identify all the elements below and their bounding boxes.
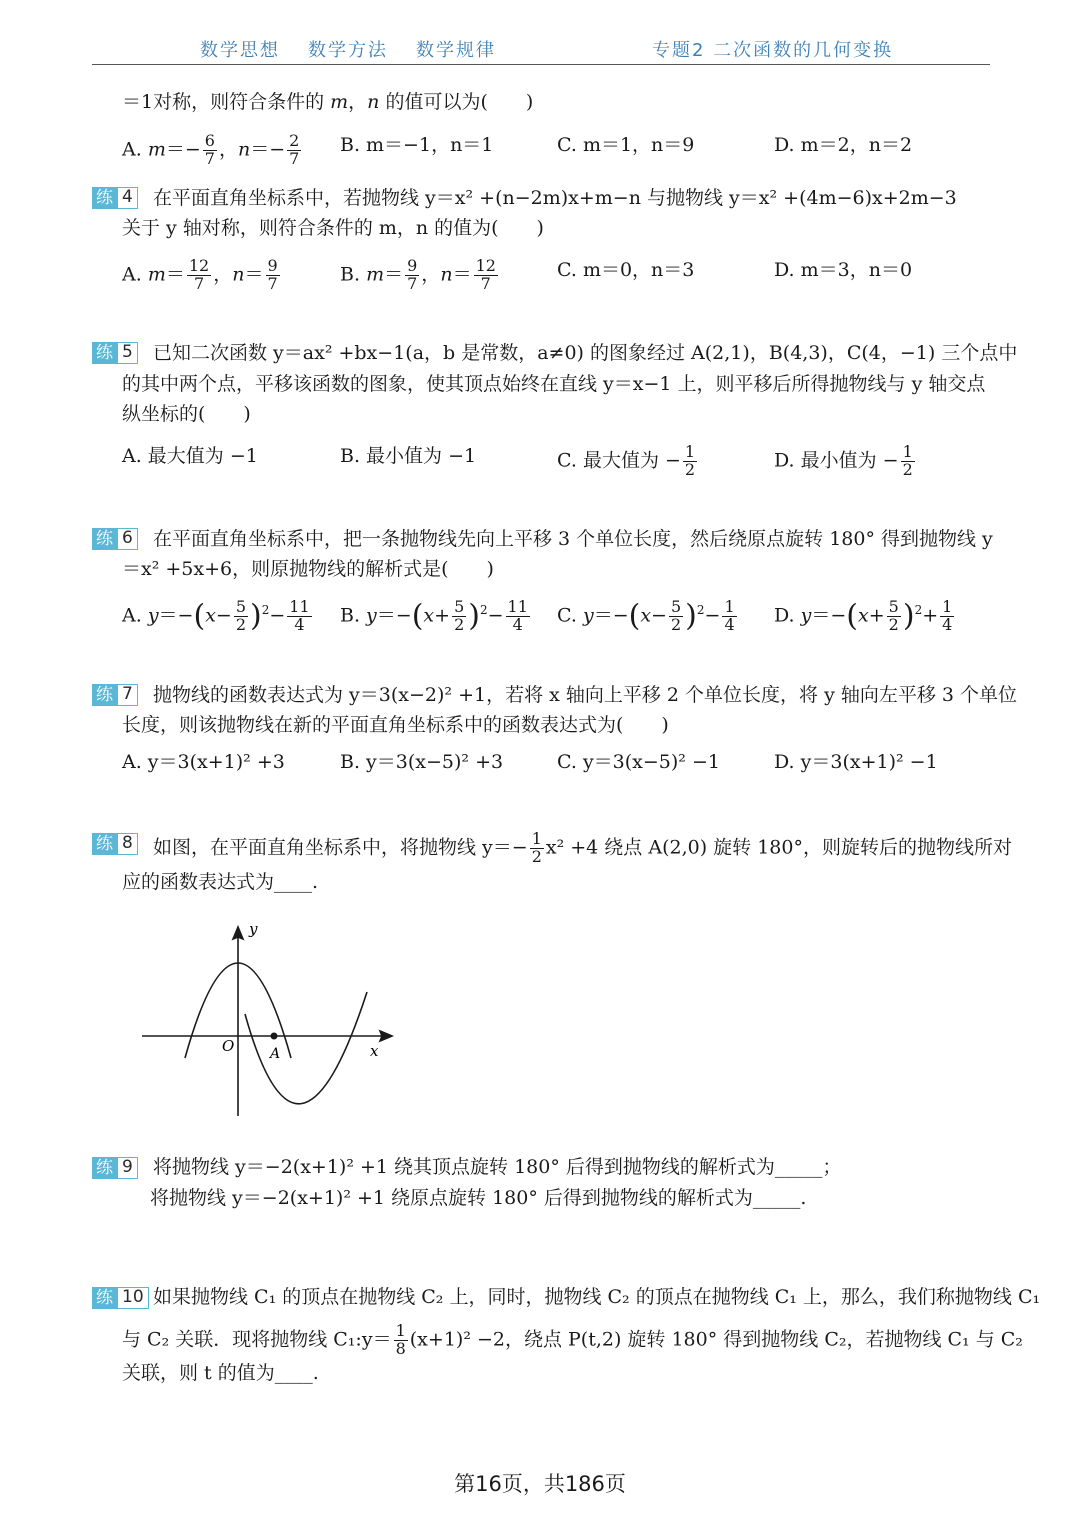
header-divider [92,64,990,65]
q7-option-c: C. y＝3(x−5)² −1 [557,751,720,773]
origin-label: O [222,1037,235,1055]
q5-line-1: 已知二次函数 y＝ax² +bx−1(a，b 是常数，a≠0) 的图象经过 A(2,1)，B(4,3)，C(4，−1) 三个点中 [153,342,1018,364]
y-axis-arrow [233,927,243,939]
q5-option-d: D. 最小值为 − $\frac{1}{2}$ [774,442,913,479]
q9-line-1: 将抛物线 y＝−2(x+1)² +1 绕其顶点旋转 180° 后得到抛物线的解析式为_____； [153,1156,842,1178]
q7-line-2: 长度，则该抛物线在新的平面直角坐标系中的函数表达式为( ) [122,714,669,736]
q9-exercise-badge: 练 9 [92,1157,138,1179]
q5-line-3: 纵坐标的( ) [122,403,251,425]
q7-line-1: 抛物线的函数表达式为 y＝3(x−2)² +1，若将 x 轴向上平移 2 个单位长度，将 y 轴向左平移 3 个单位 [153,684,1018,706]
q6-option-d: D. y＝−(x+ $\frac{5}{2}$ )$^2$+ $\frac{1}{4}$ [774,597,953,634]
q3-option-a: A. m＝− $\frac{6}{7}$ ，n＝− $\frac{2}{7}$ [122,131,300,168]
header-topic-1: 数学思想 [200,40,280,61]
q4-option-b: B. m＝ $\frac{9}{7}$ ，n＝ $\frac{12}{7}$ [340,256,496,293]
point-a-marker [271,1033,278,1040]
q7-option-b: B. y＝3(x−5)² +3 [340,751,504,773]
header-chapter-title: 专题2 二次函数的几何变换 [652,40,894,61]
q8-line-2: 应的函数表达式为____. [122,871,319,893]
q10-line-3: 关联，则 t 的值为____. [122,1362,319,1384]
q4-option-d: D. m＝3，n＝0 [774,259,913,281]
q4-option-a: A. m＝ $\frac{12}{7}$ ，n＝ $\frac{9}{7}$ [122,256,278,293]
q8-line-1: 如图，在平面直角坐标系中，将抛物线 y＝− $\frac{1}{2}$ x² +4 绕点 A(2,0) 旋转 180°，则旋转后的抛物线所对 [153,829,1012,866]
q4-line-2: 关于 y 轴对称，则符合条件的 m，n 的值为( ) [122,217,544,239]
q6-line-1: 在平面直角坐标系中，把一条抛物线先向上平移 3 个单位长度，然后绕原点旋转 180° 得到抛物线 y [153,528,993,550]
page-number-footer: 第16页，共186页 [454,1472,626,1496]
x-axis-label: x [370,1042,379,1060]
q6-line-2: ＝x² +5x+6，则原抛物线的解析式是( ) [122,558,494,580]
q4-exercise-badge: 练 4 [92,187,138,209]
q7-option-a: A. y＝3(x+1)² +3 [122,751,285,773]
q6-option-c: C. y＝−(x− $\frac{5}{2}$ )$^2$− $\frac{1}{4}$ [557,597,735,634]
q9-line-2: 将抛物线 y＝−2(x+1)² +1 绕原点旋转 180° 后得到抛物线的解析式为_____. [150,1187,807,1209]
q3-option-c: C. m＝1，n＝9 [557,134,695,156]
q5-line-2: 的其中两个点，平移该函数的图象，使其顶点始终在直线 y＝x−1 上，则平移后所得抛物线与 y 轴交点 [122,373,986,395]
rotated-parabola [245,992,367,1104]
q3-option-b: B. m＝−1，n＝1 [340,134,494,156]
q7-exercise-badge: 练 7 [92,684,138,706]
q10-line-1: 如果抛物线 C₁ 的顶点在抛物线 C₂ 上，同时，抛物线 C₂ 的顶点在抛物线 C₁ 上，那么，我们称抛物线 C₁ [153,1286,1041,1308]
q8-parabola-figure [130,918,410,1123]
point-a-label: A [270,1046,281,1062]
q4-option-c: C. m＝0，n＝3 [557,259,695,281]
q10-line-2: 与 C₂ 关联．现将抛物线 C₁:y＝ $\frac{1}{8}$ (x+1)² −2，绕点 P(t,2) 旋转 180° 得到抛物线 C₂，若抛物线 C₁ 与 C₂ [122,1321,1023,1358]
header-topic-2: 数学方法 [308,40,388,61]
q6-option-a: A. y＝−(x− $\frac{5}{2}$ )$^2$− $\frac{11}{4}$ [122,597,310,634]
q7-option-d: D. y＝3(x+1)² −1 [774,751,938,773]
q3-option-d: D. m＝2，n＝2 [774,134,913,156]
q6-exercise-badge: 练 6 [92,528,138,550]
q8-exercise-badge: 练 8 [92,833,138,855]
q5-option-a: A. 最大值为 −1 [122,445,258,467]
y-axis-label: y [249,920,258,938]
header-topic-3: 数学规律 [416,40,496,61]
q5-option-b: B. 最小值为 −1 [340,445,477,467]
x-axis-arrow [380,1031,392,1041]
q5-option-c: C. 最大值为 − $\frac{1}{2}$ [557,442,696,479]
q10-exercise-badge: 练 10 [92,1287,149,1309]
q5-exercise-badge: 练 5 [92,342,138,364]
q6-option-b: B. y＝−(x+ $\frac{5}{2}$ )$^2$− $\frac{11}{4}$ [340,597,528,634]
q3-stem: ＝1对称，则符合条件的 m，n 的值可以为( ) [122,91,534,113]
q4-line-1: 在平面直角坐标系中，若抛物线 y＝x² +(n−2m)x+m−n 与抛物线 y＝x² +(4m−6)x+2m−3 [153,187,957,209]
